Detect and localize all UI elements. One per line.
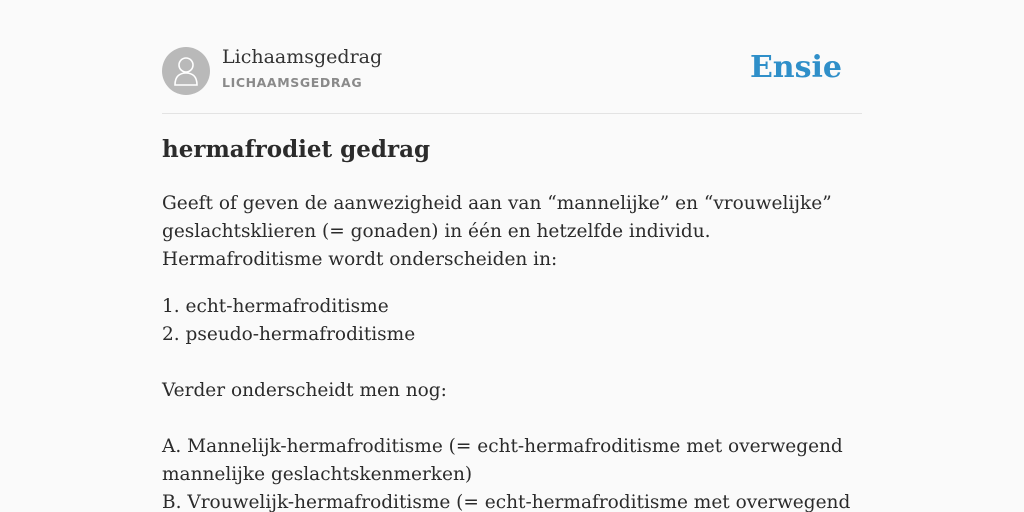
page-title: hermafrodiet gedrag: [162, 136, 431, 163]
author-category[interactable]: LICHAAMSGEDRAG: [222, 75, 363, 90]
list-item: 1. echt-hermafroditisme: [162, 296, 389, 317]
type-item: B. Vrouwelijk-hermafroditisme (= echt-hermafroditisme met overwegend: [162, 492, 851, 512]
article-header: [162, 46, 862, 114]
user-silhouette-icon: [172, 55, 200, 87]
list-item: 2. pseudo-hermafroditisme: [162, 324, 416, 345]
intro-paragraph: Geeft of geven de aanwezigheid aan van “mannelijke” en “vrouwelijke” geslachtsklieren (= gonaden) in één en hetzelfde individu. Hermafroditisme wordt onderscheiden in:: [162, 193, 832, 270]
page: [162, 0, 862, 512]
further-paragraph: Verder onderscheidt men nog:: [162, 380, 447, 401]
author-name[interactable]: Lichaamsgedrag: [222, 46, 383, 68]
type-item: A. Mannelijk-hermafroditisme (= echt-hermafroditisme met overwegend mannelijke geslachtskenmerken): [162, 436, 843, 485]
ensie-logo[interactable]: Ensie: [749, 50, 842, 85]
avatar[interactable]: [162, 47, 210, 95]
hermaphroditism-list: [162, 293, 862, 349]
article-body: [162, 190, 862, 512]
